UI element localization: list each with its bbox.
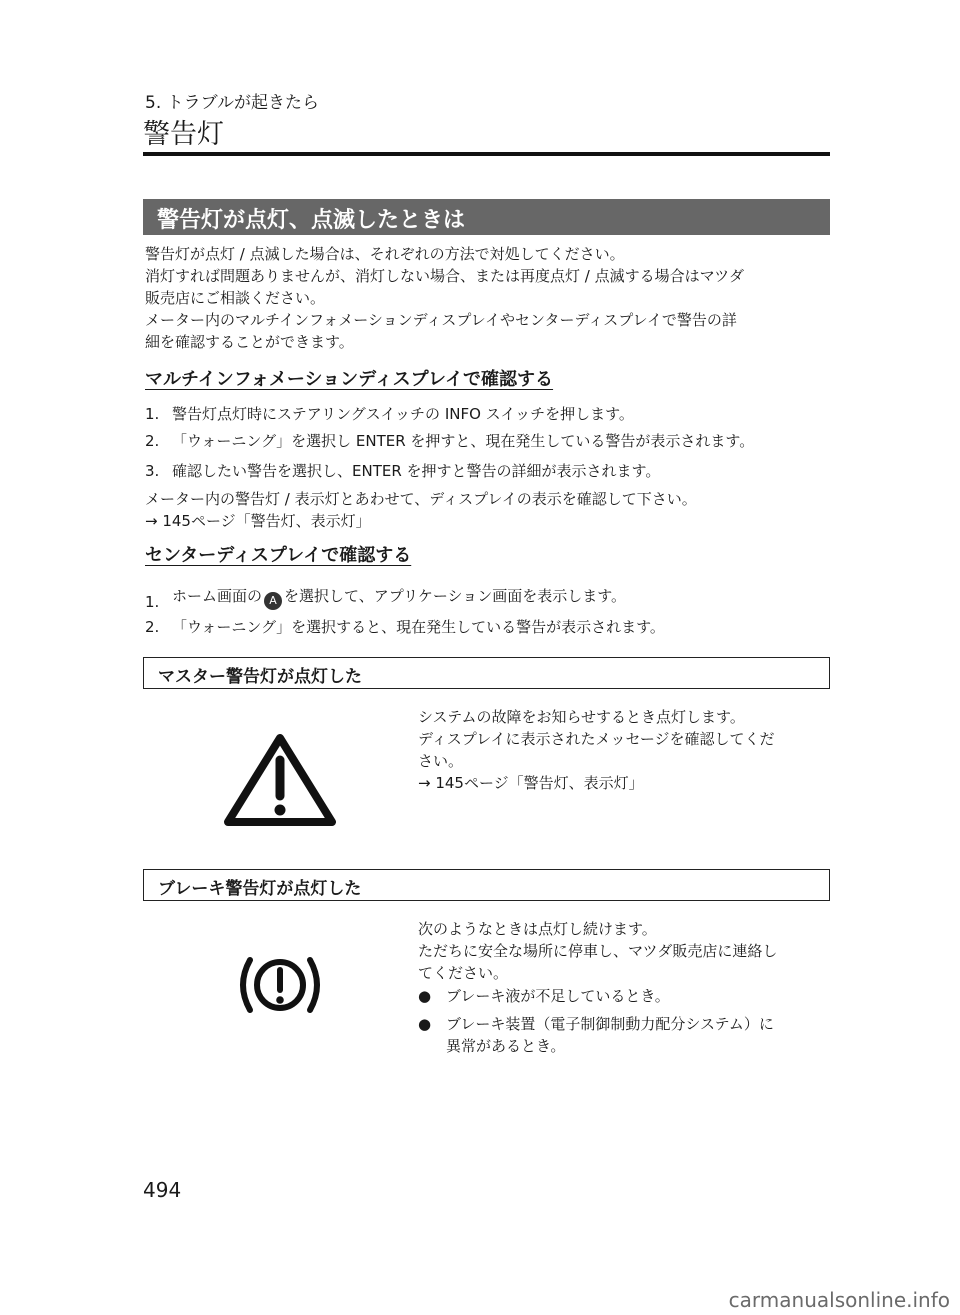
- brake-warning-heading: ブレーキ警告灯が点灯した: [158, 879, 362, 899]
- multi-step-2: [145, 430, 830, 452]
- bullet-text: ブレーキ液が不足しているとき。: [446, 987, 670, 1005]
- page-title: 警告灯: [143, 119, 224, 150]
- step-number: 1.: [145, 593, 160, 611]
- desc-line: てください。: [418, 964, 509, 982]
- step-text: 「ウォーニング」を選択すると、現在発生している警告が表示されます。: [172, 618, 665, 636]
- bullet-icon: ●: [418, 987, 432, 1005]
- desc-line: ディスプレイに表示されたメッセージを確認してくだ: [418, 730, 775, 748]
- desc-line: 次のようなときは点灯し続けます。: [418, 920, 657, 938]
- intro-line: 細を確認することができます。: [145, 333, 354, 351]
- step-text: 警告灯点灯時にステアリングスイッチの INFO スイッチを押します。: [172, 405, 634, 423]
- bullet-text: [446, 1013, 830, 1057]
- step-number: 2.: [145, 432, 160, 450]
- center-display-heading: センターディスプレイで確認する: [145, 545, 412, 566]
- brake-bullet-1: [418, 985, 830, 1007]
- intro-line: 消灯すれば問題ありませんが、消灯しない場合、または再度点灯 / 点滅する場合はマツダ: [145, 267, 744, 285]
- step-number: 1.: [145, 405, 160, 423]
- note-line: メーター内の警告灯 / 表示灯とあわせて、ディスプレイの表示を確認して下さい。: [145, 490, 697, 508]
- desc-line: システムの故障をお知らせするとき点灯します。: [418, 708, 745, 726]
- multi-display-heading: マルチインフォメーションディスプレイで確認する: [145, 369, 554, 390]
- step-text: 「ウォーニング」を選択し ENTER を押すと、現在発生している警告が表示されます。: [172, 432, 755, 450]
- section-banner: [143, 199, 830, 235]
- brake-warning-description: [418, 918, 830, 984]
- bullet-line: ブレーキ装置（電子制御制動力配分システム）に: [446, 1015, 774, 1033]
- bullet-icon: ●: [418, 1015, 432, 1033]
- intro-line: 販売店にご相談ください。: [145, 289, 326, 307]
- page-number: 494: [143, 1178, 182, 1202]
- multi-step-1: [145, 403, 830, 425]
- master-warning-heading-box: [143, 657, 830, 689]
- watermark: [0, 1288, 960, 1312]
- section-banner-text: 警告灯が点灯、点滅したときは: [157, 208, 466, 233]
- master-warning-heading: マスター警告灯が点灯した: [158, 667, 362, 687]
- note-reference: → 145ページ「警告灯、表示灯」: [145, 512, 371, 530]
- brake-bullet-2: [418, 1013, 830, 1057]
- warning-triangle-icon: [220, 730, 340, 830]
- step-number: 3.: [145, 462, 160, 480]
- multi-note: [145, 488, 830, 532]
- step-text: ホーム画面の: [172, 587, 263, 605]
- bullet-line: 異常があるとき。: [446, 1037, 566, 1055]
- desc-reference: → 145ページ「警告灯、表示灯」: [418, 774, 644, 792]
- chapter-label: 5. トラブルが起きたら: [145, 93, 319, 113]
- desc-line: さい。: [418, 752, 464, 770]
- intro-line: メーター内のマルチインフォメーションディスプレイやセンターディスプレイで警告の詳: [145, 311, 737, 329]
- step-text: を選択して、アプリケーション画面を表示します。: [284, 587, 627, 605]
- intro-line: 警告灯が点灯 / 点滅した場合は、それぞれの方法で対処してください。: [145, 245, 625, 263]
- brake-warning-heading-box: [143, 869, 830, 901]
- master-warning-description: [418, 706, 830, 794]
- title-rule: [143, 152, 830, 156]
- step-text: 確認したい警告を選択し、ENTER を押すと警告の詳細が表示されます。: [172, 462, 661, 480]
- desc-line: ただちに安全な場所に停車し、マツダ販売店に連絡し: [418, 942, 778, 960]
- multi-step-3: [145, 460, 830, 482]
- step-number: 2.: [145, 618, 160, 636]
- center-step-1: [145, 585, 830, 613]
- center-step-2: [145, 616, 830, 638]
- intro-paragraph: [145, 243, 830, 353]
- app-a-icon: A: [264, 592, 282, 610]
- watermark-text: carmanualsonline.info: [728, 1288, 950, 1312]
- brake-warning-icon: [230, 950, 330, 1020]
